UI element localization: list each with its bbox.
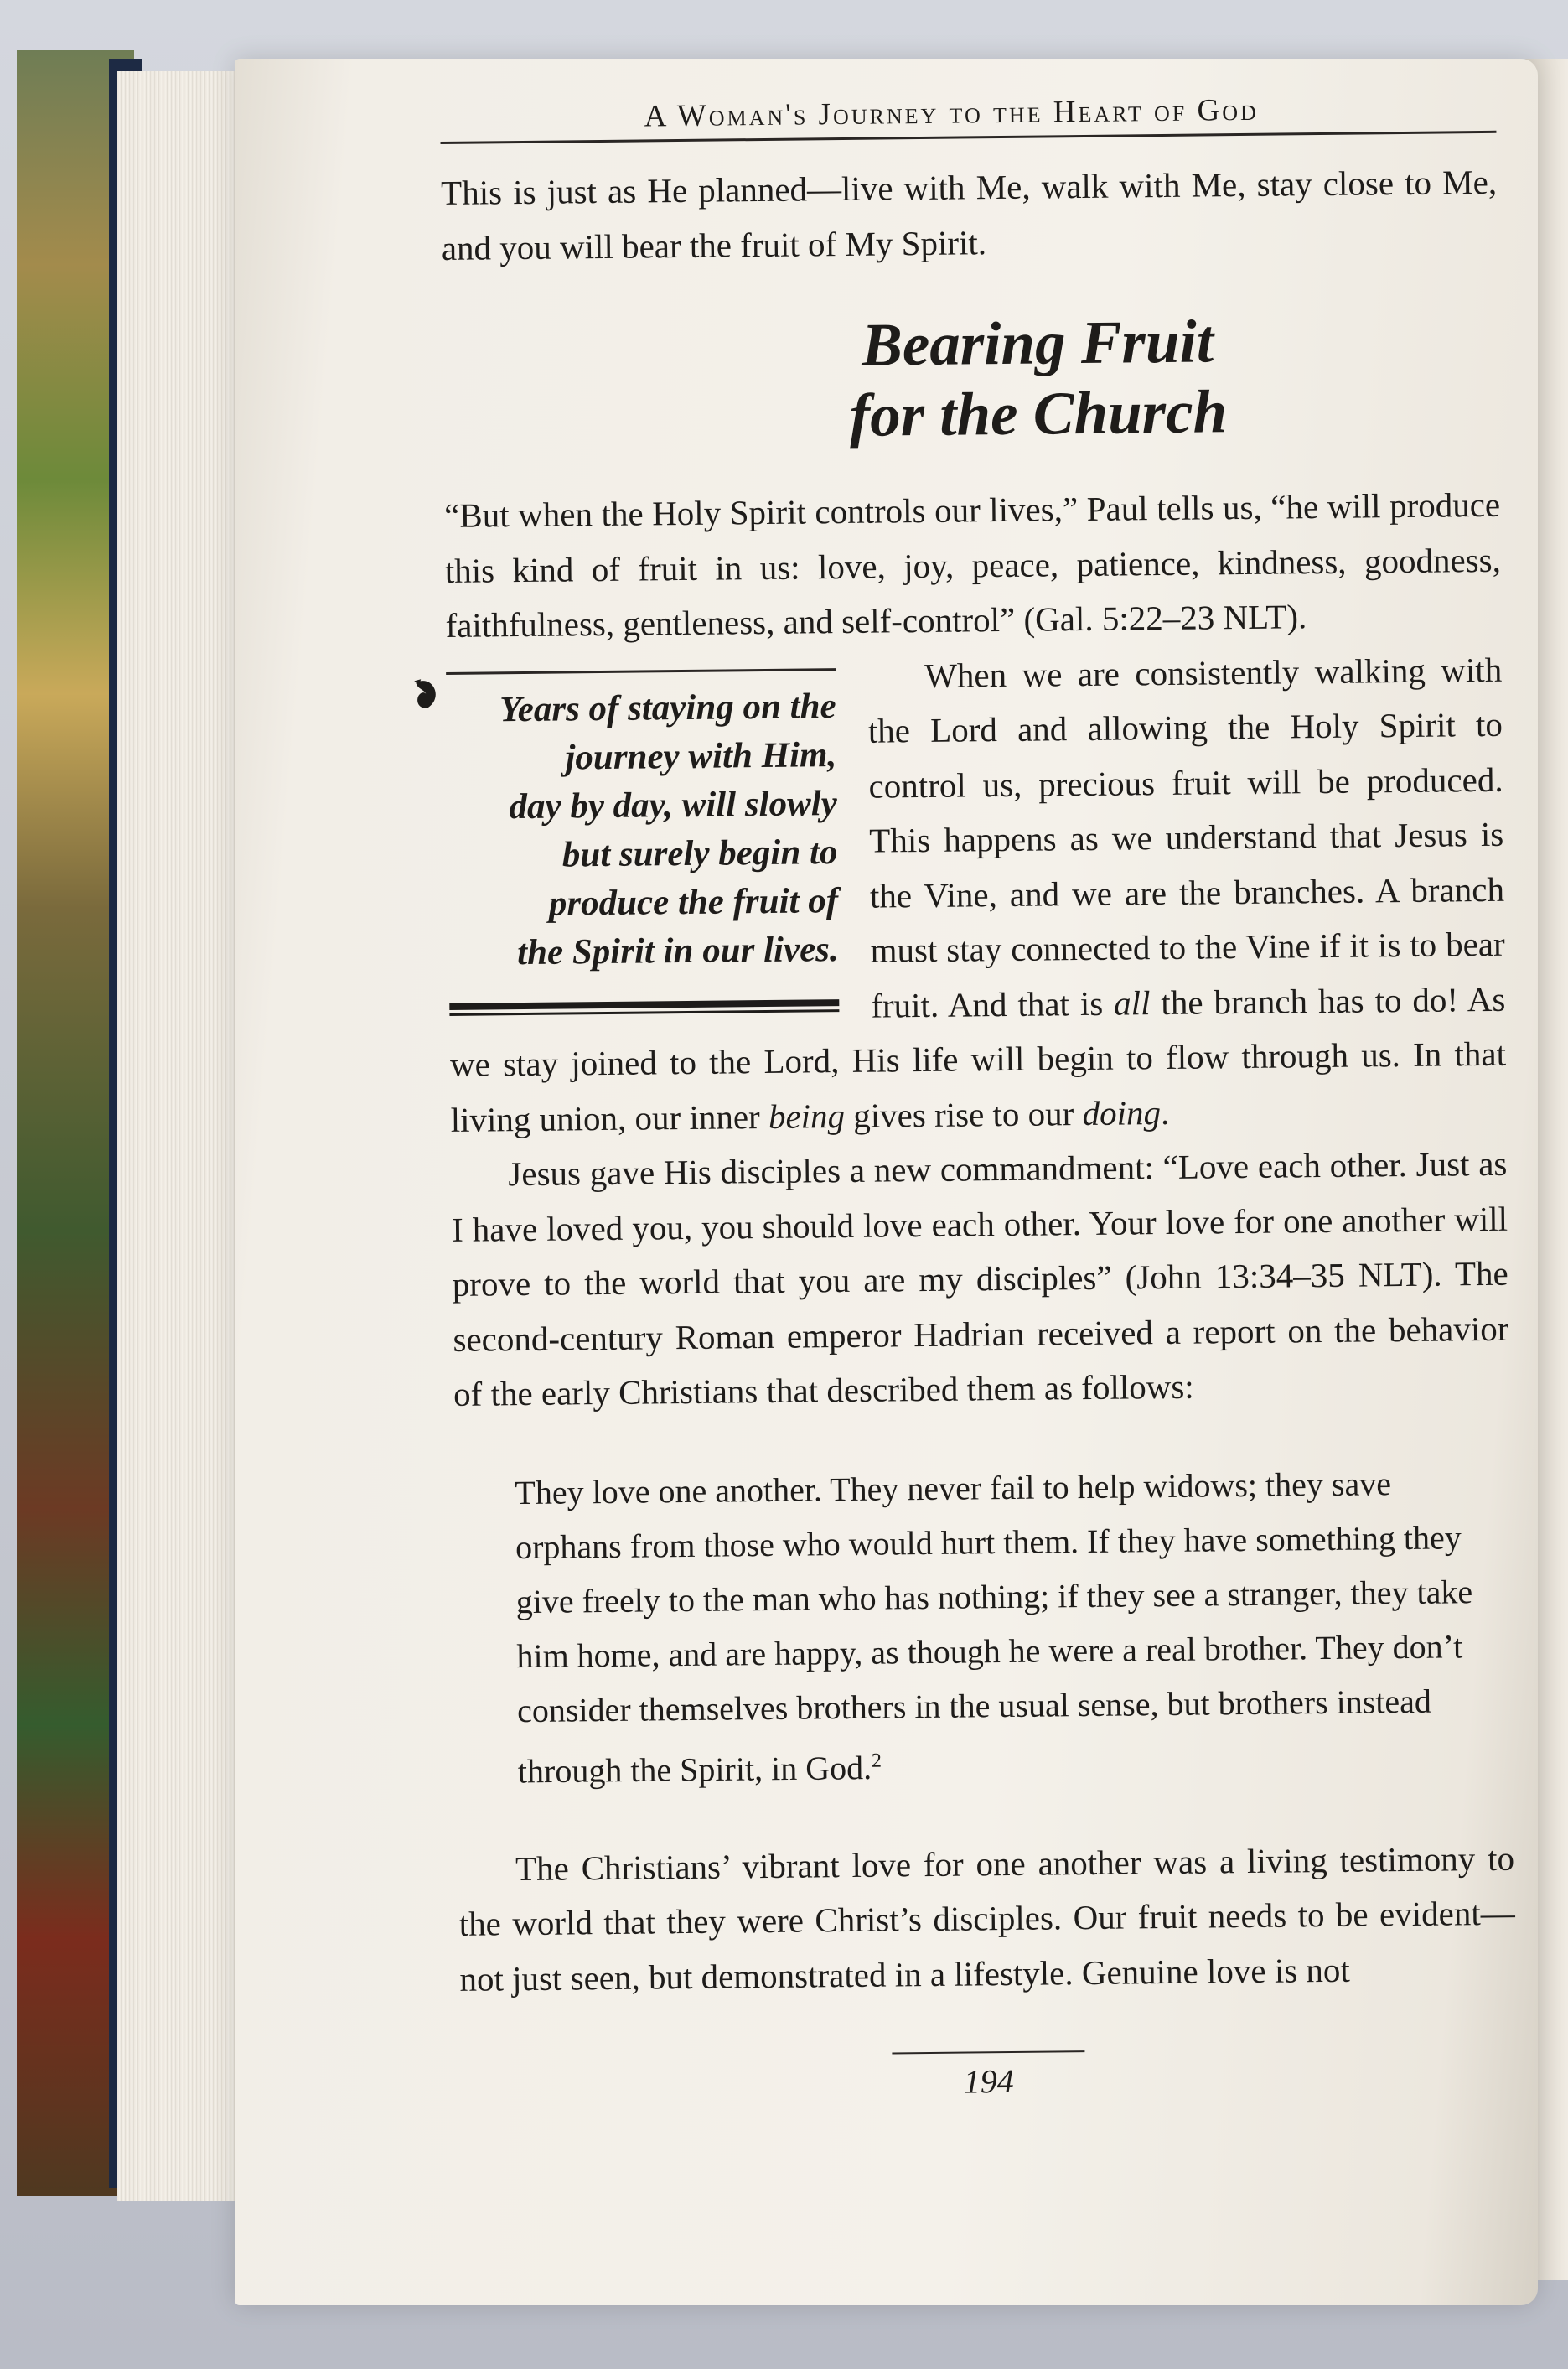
leaf-icon [411,677,441,711]
pull-quote-line: Years of staying on the [499,686,836,729]
paragraph-commandment: Jesus gave His disciples a new commandment: “Love each other. Just as I have loved you, you should love each other. Your love for one another will prove to the world that you are my disciples” (John 13:34–35 NLT). The second-century Roman emperor Hadrian received a report on the behavior of the early Christians that described them as follows: [451,1143,1509,1413]
block-quote [515,1455,1480,1798]
pull-quote-line: the Spirit in our lives. [516,929,839,972]
pull-quote [446,668,839,1016]
footnote-marker: 2 [871,1750,882,1772]
page-number: 194 [963,2062,1015,2101]
paragraph-galatians: “But when the Holy Spirit controls our lives,” Paul tells us, “he will produce this kind of fruit in us: love, joy, peace, patience, kindness, goodness, faithfulness, gentleness, and self-control” (Gal. 5:22–23 NLT). [443,485,1502,645]
pull-quote-line: but surely begin to [561,832,838,875]
section-heading-line2: for the Church [849,377,1228,449]
paragraph-vine: When we are consistently walking with the Lord and allowing the Holy Spirit to control us, precious fruit will be produced. This happens as we understand that Jesus is the Vine, and we are the branches. A branch must stay connected to the Vine if it is to bear fruit. And that is all the branch has to do! As we stay joined to the Lord, His life will begin to flow through us. In that living union, our inner being gives rise to our doing. [449,650,1507,1139]
pull-quote-line: produce the fruit of [548,880,839,924]
running-head: A Woman's Journey to the Heart of God [644,92,1260,134]
section-heading [442,303,1500,455]
block-quote-text: They love one another. They never fail to help widows; they save orphans from those who would hurt them. If they have something they give freely to the man who has nothing; if they see a stranger, they take him home, and are happy, as though he were a real brother. They don’t consider themselves brothers in the usual sense, but brothers instead through the Spirit, in God.$^2$ [515,1464,1473,1790]
pull-quote-line: day by day, will slowly [509,783,838,827]
folio-rule [892,2050,1084,2054]
pull-quote-line: journey with Him, [565,734,837,777]
page-content [440,90,1517,2107]
paragraph-testimony: The Christians’ vibrant love for one another was a living testimony to the world that they were Christ’s disciples. Our fruit needs to be evident—not just seen, but demonstrated in a lifestyle. Genuine love is not [458,1838,1515,1998]
section-heading-line1: Bearing Fruit [861,307,1214,379]
intro-paragraph: This is just as He planned—live with Me, walk with Me, stay close to Me, and you will bear the fruit of My Spirit. [440,162,1498,267]
pull-quote-text [446,682,839,978]
